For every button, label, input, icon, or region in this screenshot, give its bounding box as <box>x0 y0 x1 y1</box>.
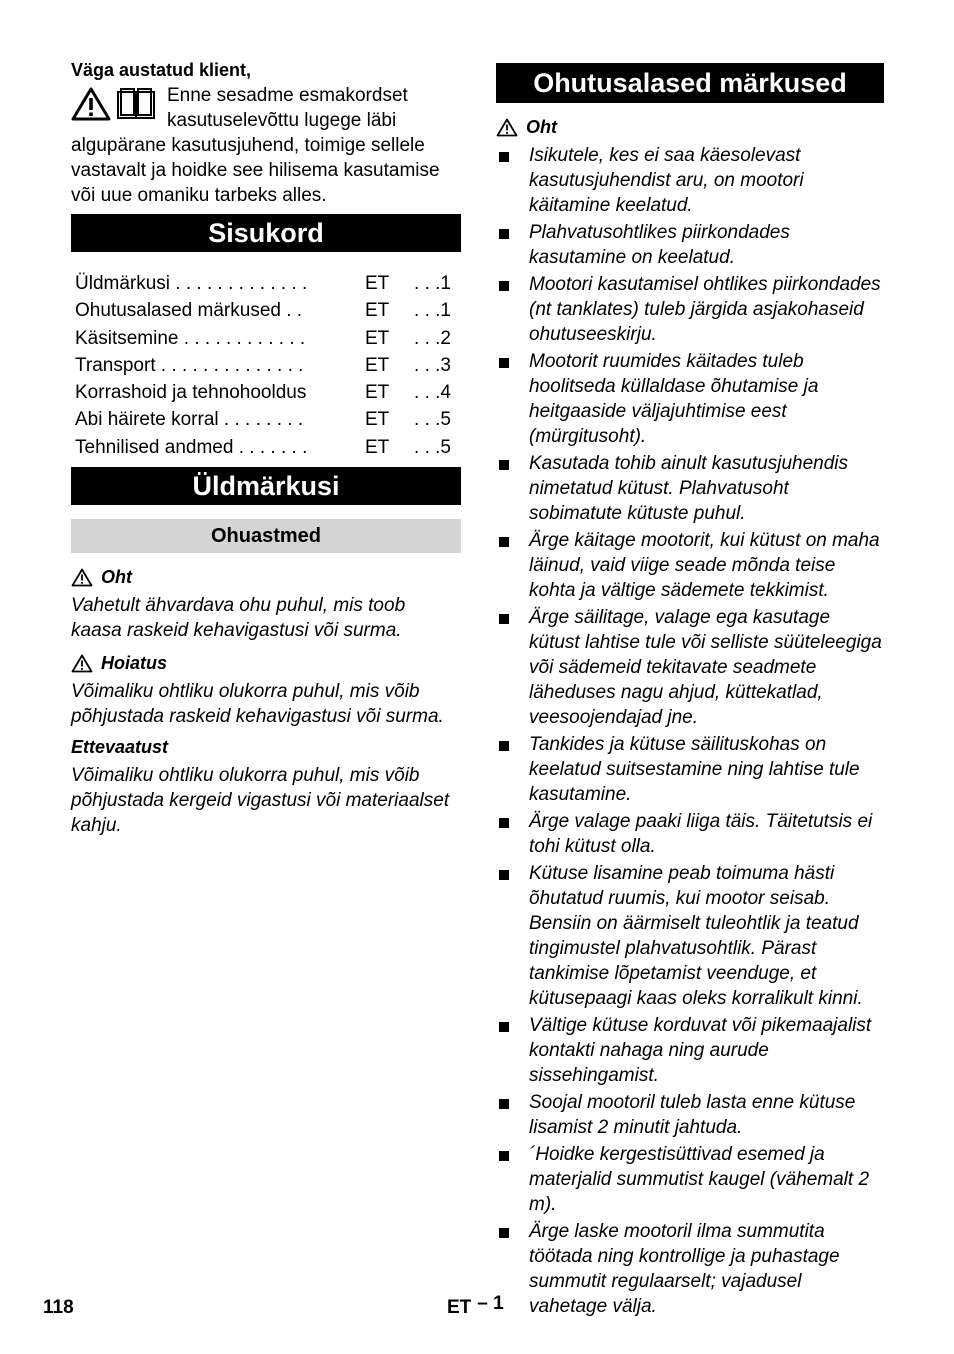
toc-title: Üldmärkusi . . . . . . . . . . . . . <box>75 273 308 294</box>
list-item: Tankides ja kütuse säilituskohas on keelatud suitsestamine ning lahtise tule kasutamine. <box>496 732 884 807</box>
table-of-contents <box>75 270 461 461</box>
list-item: Mootori kasutamisel ohtlikes piirkondades (nt tanklates) tuleb järgida asjakohaseid ohutuseeskirju. <box>496 272 884 347</box>
toc-row[interactable] <box>75 379 461 406</box>
toc-page: . . .1 <box>414 273 451 294</box>
general-heading: Üldmärkusi <box>71 467 461 505</box>
toc-lang: ET <box>365 436 390 458</box>
toc-title: Käsitsemine . . . . . . . . . . . . <box>75 327 306 349</box>
warning-label <box>71 651 461 675</box>
safety-danger-label <box>496 115 884 139</box>
list-item: Ärge säilitage, valage ega kasutage kütust lahtise tule või selliste süüteleegiga või sädemeid tekitavate seadmete läheduses nagu ahjud, küttekatlad, veesoojendajad jne. <box>496 605 884 730</box>
toc-row[interactable] <box>75 270 461 297</box>
toc-title: Transport . . . . . . . . . . . . . . <box>75 354 304 376</box>
greeting: Väga austatud klient, <box>71 60 252 80</box>
warning-triangle-icon <box>71 654 93 673</box>
manual-book-icon <box>115 87 157 121</box>
intro-paragraph <box>71 83 461 208</box>
toc-row[interactable] <box>75 297 461 324</box>
toc-row[interactable] <box>75 352 461 379</box>
toc-lang: ET <box>365 273 390 294</box>
toc-row[interactable] <box>75 325 461 352</box>
toc-heading: Sisukord <box>71 214 461 252</box>
toc-title: Ohutusalased märkused . . <box>75 300 303 322</box>
list-item: Ärge käitage mootorit, kui kütust on maha läinud, vaid viige seade mõnda teise kohta ja vältige sädemete tekkimist. <box>496 528 884 603</box>
footer-sub-page: – 1 <box>477 1293 504 1314</box>
toc-page: . . .2 <box>414 327 451 349</box>
toc-page: . . .4 <box>414 382 451 404</box>
toc-lang: ET <box>365 354 390 376</box>
intro-icons <box>71 87 157 121</box>
page-number: 118 <box>43 1297 74 1318</box>
caution-text: Võimaliku ohtliku olukorra puhul, mis võib põhjustada kergeid vigastusi või materiaalset kahju. <box>71 765 450 837</box>
list-item: Plahvatusohtlikes piirkondades kasutamine on keelatud. <box>496 220 884 270</box>
list-item: Ärge laske mootoril ilma summutita töötada ning kontrollige ja puhastage summutit regulaarselt; vajadusel vahetage välja. <box>496 1219 884 1319</box>
list-item: Kasutada tohib ainult kasutusjuhendis nimetatud kütust. Plahvatusoht sobimatute kütuste puhul. <box>496 451 884 526</box>
caution-label: Ettevaatust <box>71 737 169 758</box>
warning-triangle-icon <box>71 568 93 587</box>
danger-text: Vahetult ähvardava ohu puhul, mis toob kaasa raskeid kehavigastusi või surma. <box>71 595 406 642</box>
right-column <box>496 63 884 1321</box>
safety-danger-label-text: Oht <box>526 117 557 137</box>
toc-row[interactable] <box>75 434 461 461</box>
list-item: Mootorit ruumides käitades tuleb hoolitseda küllaldase õhutamise ja heitgaaside väljajuhtimise eest (mürgitusoht). <box>496 349 884 449</box>
footer-language-code <box>447 1293 504 1319</box>
toc-lang: ET <box>365 382 390 404</box>
hazard-levels-heading: Ohuastmed <box>71 519 461 553</box>
warning-triangle-icon <box>496 118 518 137</box>
list-item: Kütuse lisamine peab toimuma hästi õhutatud ruumis, kui mootor seisab. Bensiin on äärmiselt tuleohtlik ja teatud tingimustel plahvatusohtlik. Pärast tankimise lõpetamist veenduge, et kütusepaagi kaas oleks korralikult kinni. <box>496 861 884 1011</box>
warning-text: Võimaliku ohtliku olukorra puhul, mis võib põhjustada raskeid kehavigastusi või surma. <box>71 681 444 728</box>
left-column <box>71 58 461 838</box>
toc-row[interactable] <box>75 406 461 433</box>
toc-page: . . .1 <box>414 300 451 322</box>
list-item: Soojal mootoril tuleb lasta enne kütuse lisamist 2 minutit jahtuda. <box>496 1090 884 1140</box>
warning-label-text: Hoiatus <box>101 653 168 674</box>
toc-title: Tehnilised andmed . . . . . . . <box>75 436 308 458</box>
toc-page: . . .5 <box>414 436 451 458</box>
footer-code-text: ET <box>447 1297 472 1318</box>
toc-page: . . .3 <box>414 354 451 376</box>
toc-title: Korrashoid ja tehnohooldus <box>75 382 307 404</box>
intro-text: Enne sesadme esmakordset kasutuselevõttu lugege läbi algupärane kasutusjuhend, toimige sellele vastavalt ja hoidke see hilisema kasutamise või uue omaniku tarbeks alles. <box>71 85 440 206</box>
toc-lang: ET <box>365 327 390 349</box>
list-item: ´Hoidke kergestisüttivad esemed ja materjalid summutist kaugel (vähemalt 2 m). <box>496 1142 884 1217</box>
safety-bullet-list <box>496 143 884 1319</box>
toc-lang: ET <box>365 409 390 431</box>
safety-heading: Ohutusalased märkused <box>496 63 884 103</box>
danger-label-text: Oht <box>101 567 132 588</box>
danger-label <box>71 565 461 589</box>
toc-title: Abi häirete korral . . . . . . . . <box>75 409 304 431</box>
list-item: Vältige kütuse korduvat või pikemaajalist kontakti nahaga ning aurude sissehingamist. <box>496 1013 884 1088</box>
list-item: Isikutele, kes ei saa käesolevast kasutusjuhendist aru, on mootori käitamine keelatud. <box>496 143 884 218</box>
list-item: Ärge valage paaki liiga täis. Täitetutsis ei tohi kütust olla. <box>496 809 884 859</box>
toc-page: . . .5 <box>414 409 451 431</box>
warning-triangle-icon <box>71 87 111 121</box>
toc-lang: ET <box>365 300 390 322</box>
